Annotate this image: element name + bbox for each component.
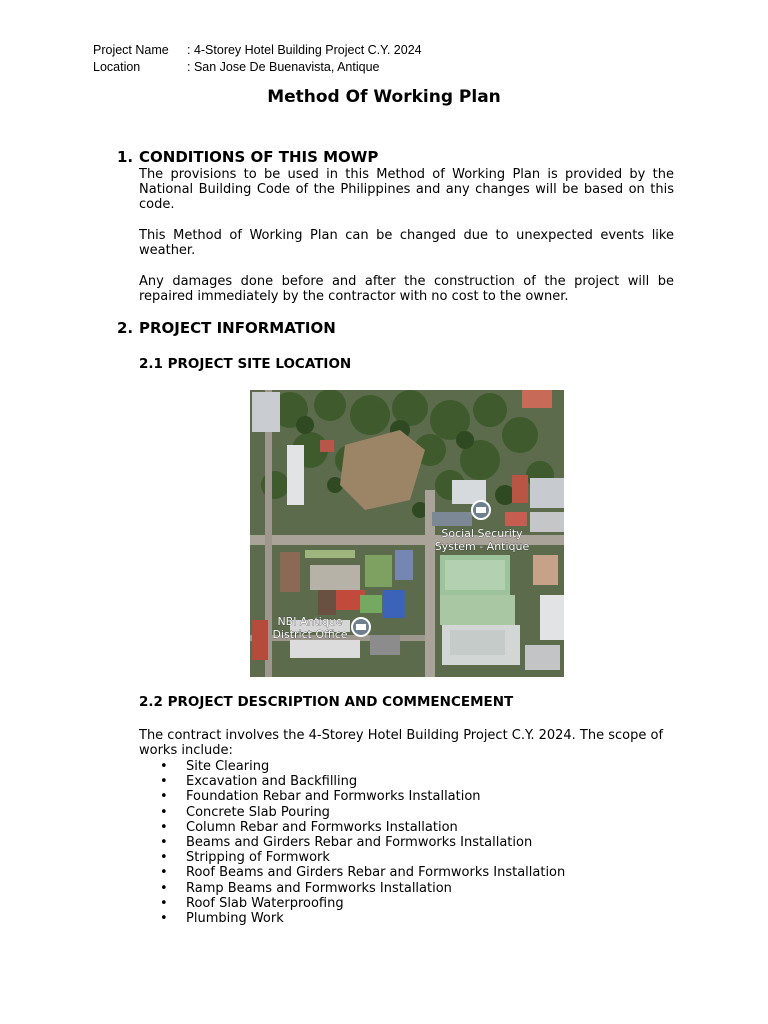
section-1-title: CONDITIONS OF THIS MOWP [139, 148, 379, 166]
sss-map-label-line1: Social Security [441, 527, 523, 540]
section-2-title: PROJECT INFORMATION [139, 319, 336, 337]
list-item: • Stripping of Formwork [139, 850, 565, 865]
nbi-map-label-line2: District Office [272, 628, 348, 641]
section-1-number: 1. [117, 148, 134, 166]
list-item: • Concrete Slab Pouring [139, 805, 565, 820]
section-1-paragraph-1: The provisions to be used in this Method of Working Plan is provided by the National Building Code of the Philippines and any changes will be based on this code. [139, 167, 674, 213]
subsection-2-2-heading: 2.2 PROJECT DESCRIPTION AND COMMENCEMENT [139, 694, 514, 710]
list-item: • Roof Beams and Girders Rebar and Formworks Installation [139, 865, 565, 880]
list-item: • Plumbing Work [139, 911, 565, 926]
sss-map-label-line2: System - Antique [434, 540, 530, 553]
section-1-paragraph-2: This Method of Working Plan can be changed due to unexpected events like weather. [139, 228, 674, 259]
nbi-map-label-line1: NBI Antique [277, 615, 343, 628]
section-1-paragraph-3: Any damages done before and after the construction of the project will be repaired immediately by the contractor with no cost to the owner. [139, 274, 674, 305]
list-item: • Foundation Rebar and Formworks Installation [139, 789, 565, 804]
scope-of-works-list [139, 759, 565, 926]
list-item: • Roof Slab Waterproofing [139, 896, 565, 911]
project-name-label: Project Name [93, 43, 169, 57]
site-location-map [250, 390, 564, 677]
list-item: • Excavation and Backfilling [139, 774, 565, 789]
location-label: Location [93, 60, 141, 74]
section-2-heading [117, 319, 336, 337]
list-item: • Column Rebar and Formworks Installation [139, 820, 565, 835]
location-row [93, 60, 380, 74]
list-item: • Ramp Beams and Formworks Installation [139, 881, 565, 896]
section-2-number: 2. [117, 319, 134, 337]
project-name-value: : 4-Storey Hotel Building Project C.Y. 2024 [187, 43, 422, 57]
subsection-2-1-heading: 2.1 PROJECT SITE LOCATION [139, 356, 352, 372]
project-name-row [93, 43, 422, 57]
list-item: • Beams and Girders Rebar and Formworks Installation [139, 835, 565, 850]
list-item: • Site Clearing [139, 759, 565, 774]
section-1-heading [117, 148, 378, 166]
location-value: : San Jose De Buenavista, Antique [187, 60, 380, 74]
satellite-map-image [250, 390, 564, 677]
scope-intro-paragraph: The contract involves the 4-Storey Hotel Building Project C.Y. 2024. The scope of works include: [139, 728, 664, 759]
document-title: Method Of Working Plan [267, 87, 501, 107]
